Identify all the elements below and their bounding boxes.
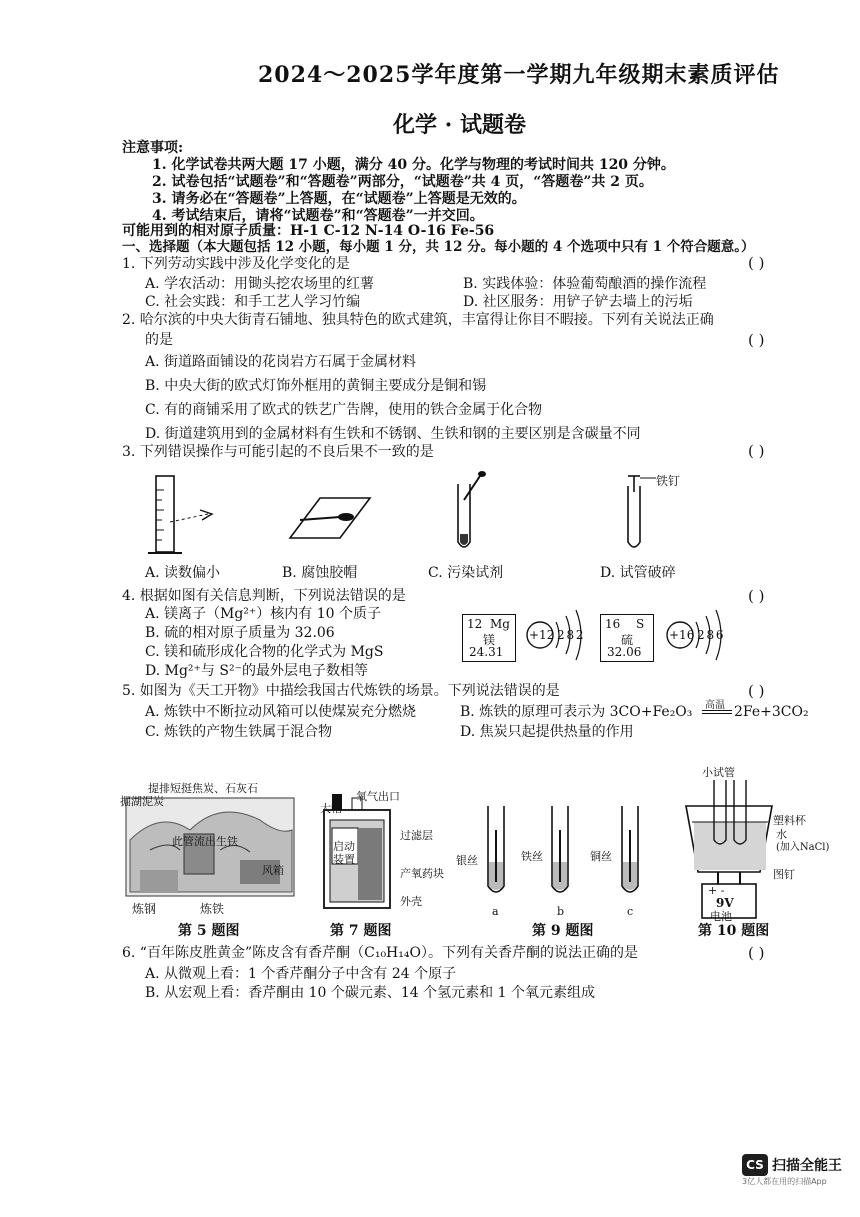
q5-option-b-condition: 高温 (705, 700, 725, 711)
fig9-label-fe: 铁丝 (521, 850, 543, 863)
exam-subtitle: 化学 · 试题卷 (393, 112, 526, 138)
q1-option-c: C. 社会实践：和手工艺人学习竹编 (145, 294, 361, 310)
q4-option-d: D. Mg²⁺与 S²⁻的最外层电子数相等 (145, 663, 368, 679)
q3-option-a: A. 读数偏小 (145, 565, 221, 581)
camscanner-tagline: 3亿人都在用的扫描App (742, 1177, 827, 1186)
q2-answer-blank: ( ) (748, 331, 765, 349)
camscanner-logo-icon: CS (742, 1154, 768, 1176)
fig7-label-2: 大帽 (320, 802, 342, 815)
q1-answer-blank: ( ) (748, 254, 765, 272)
q5-equals-line-2 (702, 713, 732, 714)
fig7-label-3: 过滤层 (400, 829, 433, 842)
q6-answer-blank: ( ) (748, 944, 765, 962)
fig9-label-ag: 银丝 (456, 854, 478, 867)
s-symbol: S (636, 617, 645, 631)
q2-stem-line2: 的是 (145, 332, 173, 348)
q2-option-a: A. 街道路面铺设的花岗岩方石属于金属材料 (145, 354, 417, 370)
q3-option-d: D. 试管破碎 (600, 565, 676, 581)
q5-answer-blank: ( ) (748, 682, 765, 700)
q2-option-b: B. 中央大街的欧式灯饰外框用的黄铜主要成分是铜和锡 (145, 378, 487, 394)
scanner-watermark (742, 1154, 842, 1187)
graduated-cylinder-icon (140, 470, 240, 560)
q3-nail-label: 铁钉 (656, 474, 681, 488)
q3-option-b: B. 腐蚀胶帽 (282, 565, 358, 581)
q5-stem: 5. 如图为《天工开物》中描绘我国古代炼铁的场景。下列说法错误的是 (122, 683, 560, 699)
s-name: 硫 (621, 633, 634, 647)
q5-option-d: D. 焦炭只起提供热量的作用 (460, 724, 634, 740)
fig7-label-1: 氧气出口 (356, 790, 400, 803)
q1-option-b: B. 实践体验：体验葡萄酿酒的操作流程 (463, 276, 707, 292)
test-tube-dropper-icon (440, 470, 500, 560)
fig9-label-a: a (492, 905, 499, 918)
fig5-label-4: 风箱 (262, 864, 284, 877)
mg-nucleus: +12 (529, 628, 555, 642)
q3-answer-blank: ( ) (748, 442, 765, 460)
fig5-label-6: 炼铁 (200, 902, 225, 916)
q1-stem: 1. 下列劳动实践中涉及化学变化的是 (122, 256, 350, 272)
fig5-label-1: 掘湖泥炭 (120, 795, 164, 808)
fig7-caption: 第 7 题图 (330, 923, 392, 939)
q5-option-b-prefix: B. 炼铁的原理可表示为 3CO+Fe₂O₃ (460, 704, 693, 720)
s-element-tile (600, 614, 654, 662)
fig10-label-7: 9V (716, 896, 734, 910)
fig5-label-3: 此管流出生铁 (172, 835, 238, 848)
three-test-tubes-wires-icon (480, 800, 650, 910)
q3-stem: 3. 下列错误操作与可能引起的不良后果不一致的是 (122, 444, 434, 460)
s-shells: 2 8 6 (697, 628, 724, 642)
note-item-1: 1. 化学试卷共两大题 17 小题，满分 40 分。化学与物理的考试时间共 120 分钟。 (152, 157, 675, 173)
fig7-label-5: 产氧药块 (400, 867, 444, 880)
q6-stem: 6. “百年陈皮胜黄金”陈皮含有香芹酮（C₁₀H₁₄O）。下列有关香芹酮的说法正确的是 (122, 945, 638, 961)
s-mass: 32.06 (607, 645, 642, 659)
q4-option-b: B. 硫的相对原子质量为 32.06 (145, 625, 335, 641)
fig10-label-2: 塑料杯 (773, 814, 806, 827)
q1-option-d: D. 社区服务：用铲子铲去墙上的污垢 (463, 294, 693, 310)
fig9-label-cu: 铜丝 (590, 850, 612, 863)
s-nucleus: +16 (669, 628, 695, 642)
notes-heading: 注意事项: (122, 140, 184, 156)
note-item-3: 3. 请务必在“答题卷”上答题，在“试题卷”上答题是无效的。 (152, 191, 526, 207)
fig5-label-5: 炼钢 (132, 902, 157, 916)
mg-shells: 2 8 2 (557, 628, 584, 642)
q5-equals-line (702, 710, 732, 711)
q5-option-a: A. 炼铁中不断拉动风箱可以使煤炭充分燃烧 (145, 704, 417, 720)
q1-option-a: A. 学农活动：用锄头挖农场里的红薯 (145, 276, 375, 292)
fig10-label-1: 小试管 (702, 766, 735, 779)
fig10-label-8: 电池 (710, 910, 732, 923)
q6-option-b: B. 从宏观上看：香芹酮由 10 个碳元素、14 个氢元素和 1 个氧元素组成 (145, 985, 595, 1001)
s-number: 16 (605, 617, 621, 631)
q5-option-b-suffix: 2Fe+3CO₂ (734, 704, 809, 720)
q2-option-d: D. 街道建筑用到的金属材料有生铁和不锈钢、生铁和钢的主要区别是含碳量不同 (145, 426, 641, 442)
atomic-masses: 可能用到的相对原子质量：H-1 C-12 N-14 O-16 Fe-56 (122, 223, 495, 239)
q5-option-c: C. 炼铁的产物生铁属于混合物 (145, 724, 333, 740)
fig5-label-2: 提排短挺焦炭、石灰石 (148, 782, 258, 795)
q2-option-c: C. 有的商铺采用了欧式的铁艺广告牌，使用的铁合金属于化合物 (145, 402, 543, 418)
q4-stem: 4. 根据如图有关信息判断，下列说法错误的是 (122, 588, 406, 604)
q2-stem-line1: 2. 哈尔滨的中央大街青石铺地、独具特色的欧式建筑，丰富得让你目不暇接。下列有关说法正确 (122, 312, 714, 328)
fig5-caption: 第 5 题图 (178, 923, 240, 939)
fig9-label-c: c (627, 905, 634, 918)
exam-title: 2024～2025学年度第一学期九年级期末素质评估 (258, 62, 780, 88)
fig10-label-6: + - (708, 884, 725, 897)
q4-answer-blank: ( ) (748, 587, 765, 605)
q4-option-a: A. 镁离子（Mg²⁺）核内有 10 个质子 (145, 606, 382, 622)
fig10-caption: 第 10 题图 (698, 923, 770, 939)
mg-number: 12 (467, 617, 483, 631)
q3-option-c: C. 污染试剂 (428, 565, 504, 581)
note-item-4: 4. 考试结束后，请将“试题卷”和“答题卷”一并交回。 (152, 208, 484, 224)
dropper-on-paper-icon (270, 490, 380, 550)
q6-option-a: A. 从微观上看：1 个香芹酮分子中含有 24 个原子 (145, 966, 457, 982)
test-tube-nail-icon (610, 470, 700, 560)
fig7-label-6: 外壳 (400, 895, 422, 908)
section1-heading: 一、选择题（本大题包括 12 小题，每小题 1 分，共 12 分。每小题的 4 个选项中只有 1 个符合题意。） (122, 239, 755, 255)
fig9-caption: 第 9 题图 (532, 923, 594, 939)
fig7-label-4: 启动装置 (333, 840, 355, 866)
note-item-2: 2. 试卷包括“试题卷”和“答题卷”两部分，“试题卷”共 4 页，“答题卷”共 2 页。 (152, 174, 653, 190)
fig10-label-3: 水 (776, 828, 787, 841)
q4-option-c: C. 镁和硫形成化合物的化学式为 MgS (145, 644, 384, 660)
fig10-label-5: 图钉 (773, 868, 795, 881)
mg-element-tile (462, 614, 516, 662)
mg-mass: 24.31 (469, 645, 504, 659)
electrolysis-cup-icon (680, 770, 790, 920)
mg-name: 镁 (483, 633, 496, 647)
mg-symbol: Mg (490, 617, 510, 631)
fig9-label-b: b (557, 905, 565, 918)
fig10-label-4: (加入NaCl) (776, 842, 830, 853)
camscanner-name: 扫描全能王 (772, 1158, 842, 1174)
